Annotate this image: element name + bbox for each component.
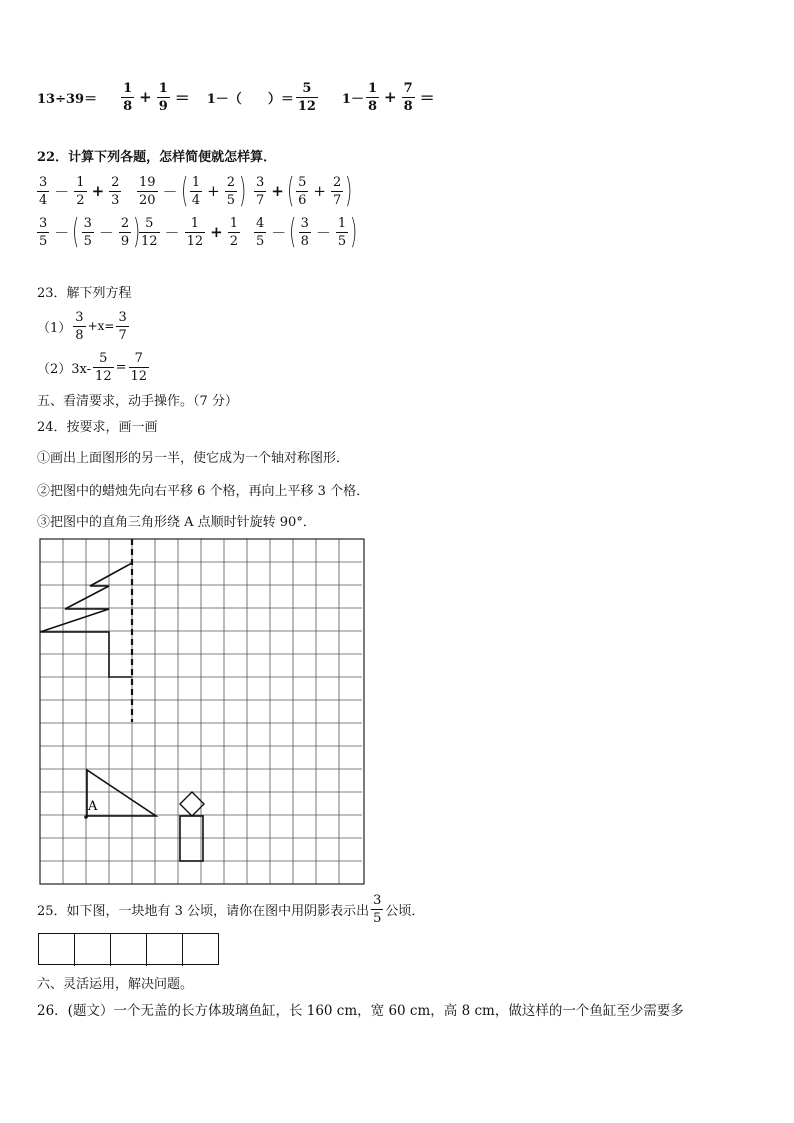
expr-13-div-39: 13÷39＝ [37,91,98,107]
point-a-label: A [88,799,98,814]
fraction-1-8-b: $\frac{1}{8}$ [367,80,378,114]
land-cell[interactable] [147,934,183,966]
q22-r1c2: $\frac{19}{20}$ － ( $\frac{1}{4}$ + $\frac{2}{5}$ ) [139,171,247,211]
q25-question: 25．如下图，一块地有 3 公顷，请你在图中用阴影表示出 $\frac{3}{5}$ 公顷． [37,892,425,926]
expr-one-minus: 1－ [341,91,364,107]
land-cell[interactable] [75,934,111,966]
land-cell[interactable] [111,934,147,966]
section-six-title: 六、灵活运用，解决问题。 [37,977,194,992]
q22-r2c1: $\frac{3}{5}$ － ( $\frac{3}{5}$ － $\frac{2}{9}$ ) [39,212,141,252]
q23-equation-2: （2）3x- $\frac{5}{12}$ = $\frac{7}{12}$ [37,350,148,384]
section-five-title: 五、看清要求，动手操作。（7 分） [37,394,238,409]
q24-title: 24．按要求，画一画 [37,420,158,435]
expr-one-minus-blank: 1－（ [206,91,242,107]
q23-equation-1: （1） $\frac{3}{8}$ +x= $\frac{3}{7}$ [37,309,127,343]
fraction-1-8: $\frac{1}{8}$ [123,80,133,114]
fraction-7-8: $\frac{7}{8}$ [403,80,413,114]
q24-item-2: ②把图中的蜡烛先向右平移 6 个格，再向上平移 3 个格． [37,484,370,499]
grid-lines [40,539,362,884]
candle-flame [180,792,204,816]
grid-border [40,539,364,884]
q23-title: 23．解下列方程 [37,286,132,301]
fraction-1-9: $\frac{1}{9}$ [158,80,168,114]
q24-item-3: ③把图中的直角三角形绕 A 点顺时针旋转 90°． [37,515,316,530]
q22-r2c3: $\frac{4}{5}$ － ( $\frac{3}{8}$ － $\frac{1}{5}$ ) [256,212,358,252]
q26-question: 26．(题文）一个无盖的长方体玻璃鱼缸，长 160 cm，宽 60 cm，高 8 cm，做这样的一个鱼缸至少需要多 [37,1003,684,1019]
point-a-dot [84,815,88,819]
q22-r1c1: $\frac{3}{4}$ － $\frac{1}{2}$ + $\frac{2}{3}$ [39,174,120,208]
q24-item-1: ①画出上面图形的另一半，使它成为一个轴对称图形． [37,451,350,466]
land-cell[interactable] [183,934,219,966]
row1-expressions: 13÷39＝ $\frac{1}{8}$ + $\frac{1}{9}$ ＝ 1－（ ）＝ $\frac{5}{12}$ 1－ $\frac{1}{8}$ + $\frac{7}{8}$ ＝ [37,80,435,114]
candle-body [180,816,203,861]
fraction-5-12: $\frac{5}{12}$ [297,80,316,114]
land-cell[interactable] [39,934,75,966]
q22-r1c3: $\frac{3}{7}$ + ( $\frac{5}{6}$ + $\frac{2}{7}$ ) [256,171,353,211]
land-strip[interactable] [38,933,219,965]
q22-r2c2: $\frac{5}{12}$ － $\frac{1}{12}$ + $\frac{1}{2}$ [141,215,238,249]
q22-title: 22．计算下列各题，怎样简便就怎样算． [37,150,277,165]
